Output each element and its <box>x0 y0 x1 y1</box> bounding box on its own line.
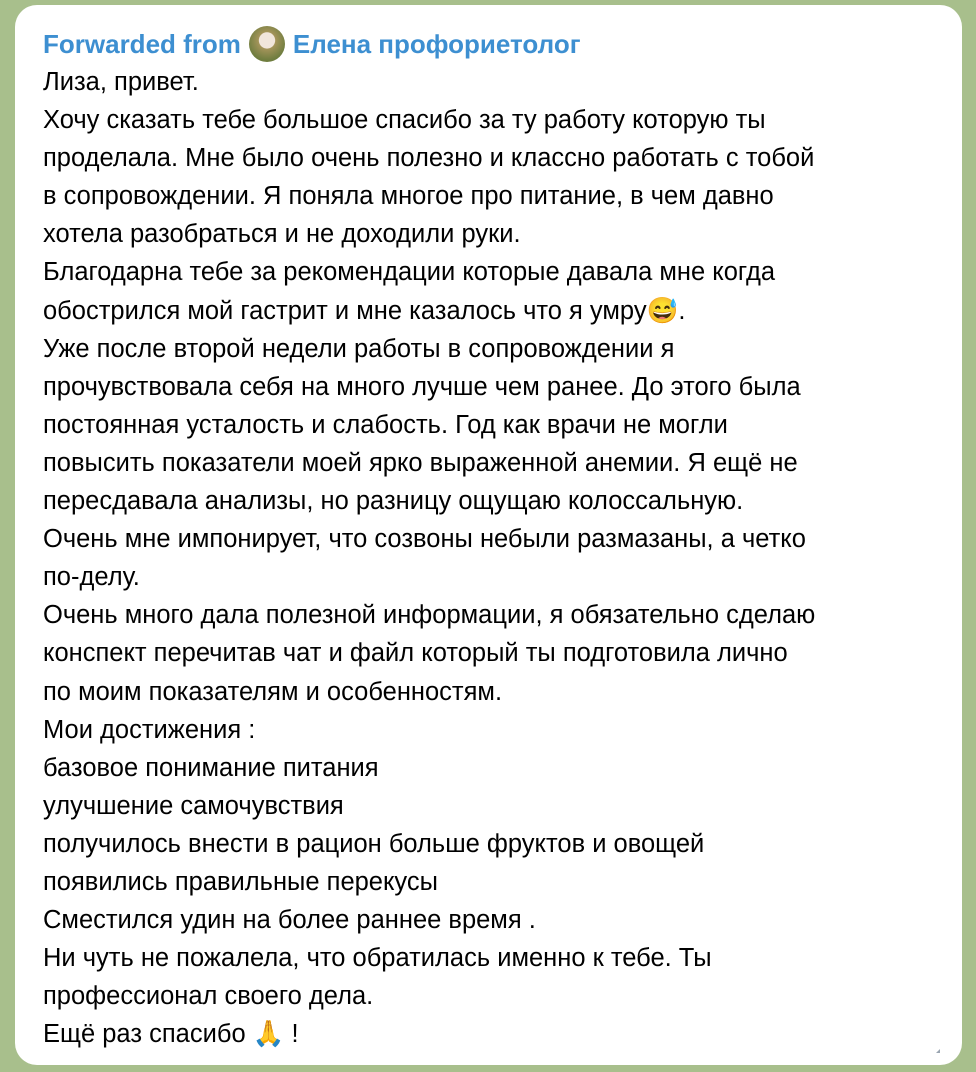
message-line: Хочу сказать тебе большое спасибо за ту работу которую ты <box>43 106 766 135</box>
message-text <box>43 63 962 1053</box>
message-bubble <box>15 5 962 1065</box>
message-line: повысить показатели моей ярко выраженной анемии. Я ещё не <box>43 448 798 477</box>
message-line: Уже после второй недели работы в сопровождении я <box>43 334 675 363</box>
message-line: Сместился удин на более раннее время . <box>43 906 536 935</box>
message-line: базовое понимание питания <box>43 753 379 782</box>
message-line: Мои достижения : <box>43 715 256 744</box>
message-line: Ещё раз спасибо 🙏 ! <box>43 1020 299 1049</box>
message-line: конспект перечитав чат и файл который ты подготовила лично <box>43 639 788 668</box>
message-line: хотела разобраться и не доходили руки. <box>43 220 521 249</box>
message-line: в сопровождении. Я поняла многое про питание, в чем давно <box>43 182 774 211</box>
message-line: по-делу. <box>43 563 140 592</box>
message-line: обострился мой гастрит и мне казалось что я умру😅. <box>43 296 686 325</box>
message-line: Лиза, привет. <box>43 68 199 96</box>
sender-avatar[interactable] <box>249 26 285 62</box>
forwarded-header <box>43 25 962 63</box>
message-line: по моим показателям и особенностям. <box>43 677 503 706</box>
message-line: профессионал своего дела. <box>43 982 374 1011</box>
message-line: Очень мне импонирует, что созвоны небыли размазаны, а четко <box>43 525 806 554</box>
message-line: постоянная усталость и слабость. Год как врачи не могли <box>43 410 728 439</box>
message-line: пересдавала анализы, но разницу ощущаю колоссальную. <box>43 487 744 516</box>
message-line: получилось внести в рацион больше фруктов и овощей <box>43 829 705 858</box>
forwarded-sender-link[interactable]: Елена профориетолог <box>292 28 581 59</box>
message-line: Ни чуть не пожалела, что обратилась именно к тебе. Ты <box>43 944 712 973</box>
message-line: прочувствовала себя на много лучше чем ранее. До этого была <box>43 372 801 401</box>
message-line: Очень много дала полезной информации, я обязательно сделаю <box>43 601 816 630</box>
message-line: появились правильные перекусы <box>43 867 438 896</box>
forwarded-label: Forwarded from <box>43 28 241 59</box>
message-line: проделала. Мне было очень полезно и классно работать с тобой <box>43 144 815 173</box>
message-line: Благодарна тебе за рекомендации которые давала мне когда <box>43 258 776 287</box>
message-line: улучшение самочувствия <box>43 791 344 820</box>
